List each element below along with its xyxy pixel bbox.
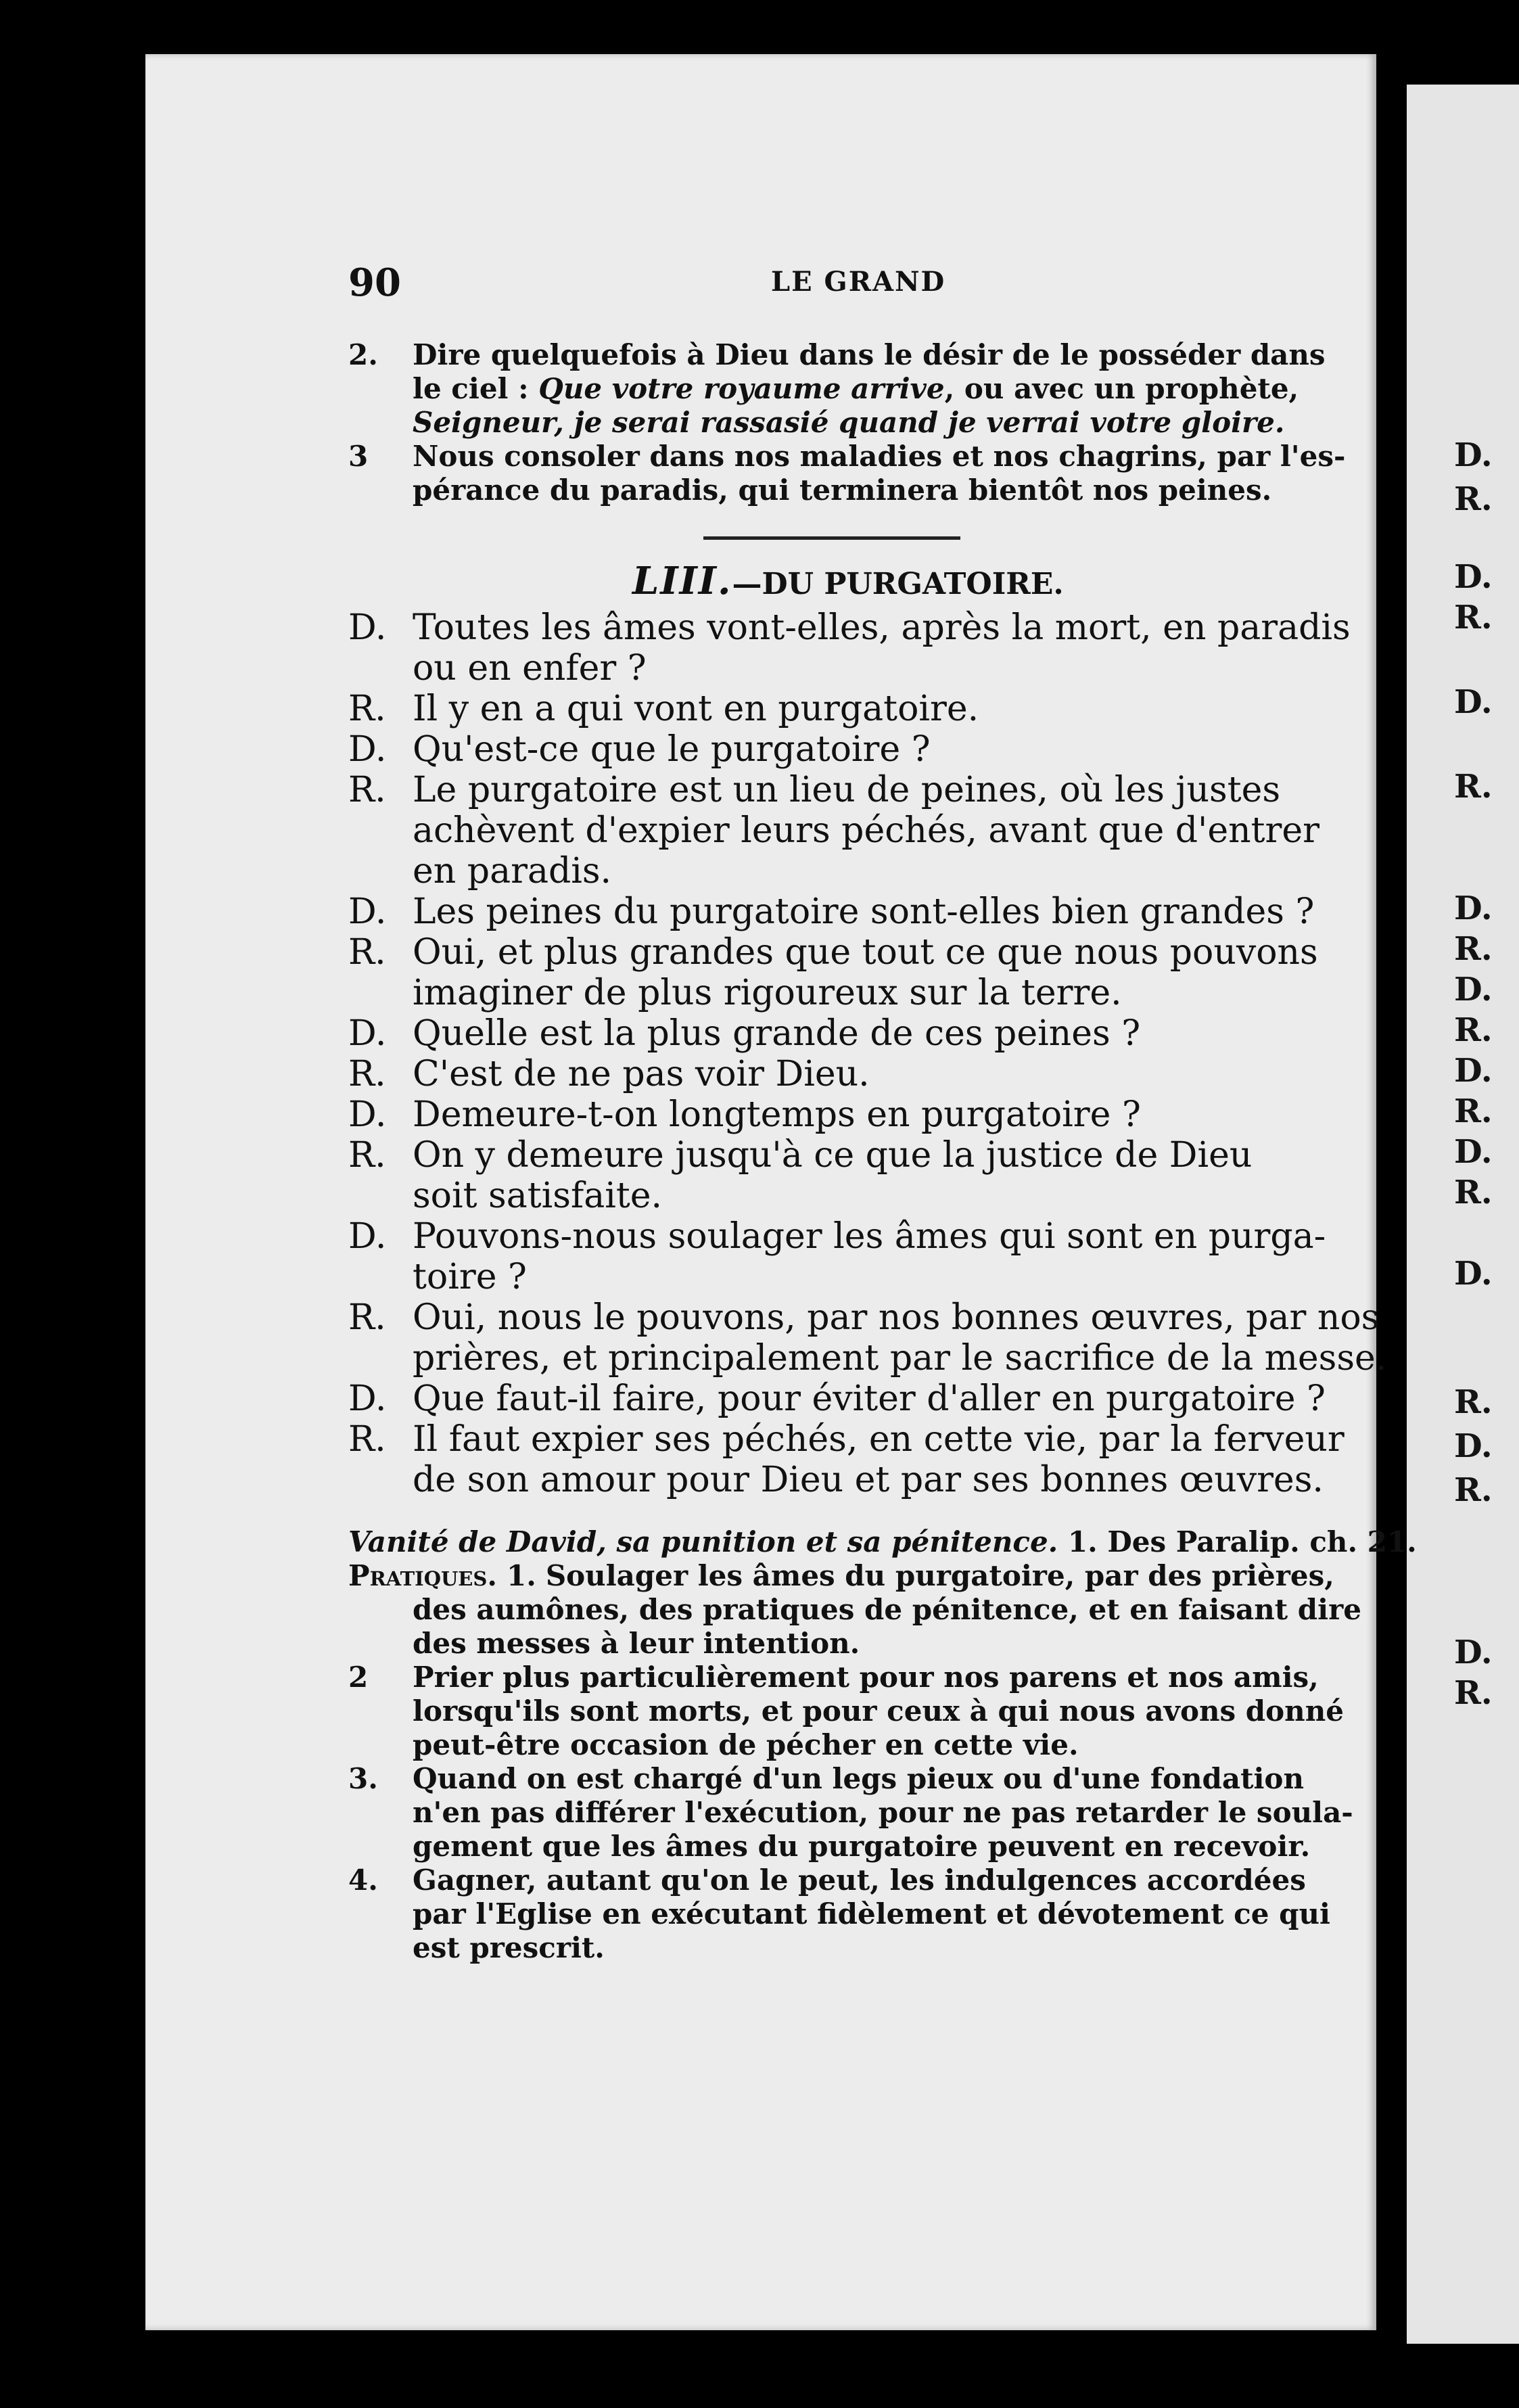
question-label: D. xyxy=(348,607,387,648)
practice-text: Soulager les âmes du purgatoire, par des prières, xyxy=(545,1559,1334,1592)
question-line xyxy=(348,892,1315,932)
answer-line xyxy=(348,770,1315,810)
qa-text: Qu'est-ce que le purgatoire ? xyxy=(413,729,931,770)
qa-text: prières, et principalement par le sacrifice de la messe. xyxy=(413,1338,1387,1379)
qa-text: Oui, nous le pouvons, par nos bonnes œuvres, par nos xyxy=(413,1297,1380,1338)
answer-label: R. xyxy=(348,689,386,729)
practices-heading: Pratiques. xyxy=(348,1559,497,1592)
practice-line xyxy=(348,1661,1319,1694)
facing-letter: R. xyxy=(1454,930,1493,968)
practice-number: 3 xyxy=(348,440,369,473)
practice-text: Quand on est chargé d'un legs pieux ou d'une fondation xyxy=(413,1762,1304,1795)
facing-letter: R. xyxy=(1454,768,1493,806)
qa-text: Toutes les âmes vont-elles, après la mort, en paradis xyxy=(413,607,1351,648)
section-number: LIII. xyxy=(632,559,732,603)
answer-line xyxy=(348,1135,1315,1176)
question-line xyxy=(348,1094,1315,1135)
answer-label: R. xyxy=(348,1297,386,1338)
practice-text: est prescrit. xyxy=(413,1931,605,1964)
practice-number: 2 xyxy=(348,1661,369,1694)
question-label: D. xyxy=(348,1379,387,1419)
practice-number: 2. xyxy=(348,338,378,371)
practice-text: n'en pas différer l'exécution, pour ne pas retarder le soula- xyxy=(413,1796,1353,1829)
question-line xyxy=(348,1257,1315,1297)
answer-line xyxy=(348,1176,1315,1216)
practice-line xyxy=(348,338,1326,372)
question-label: D. xyxy=(348,1013,387,1054)
practice-line xyxy=(348,1830,1315,1863)
question-label: D. xyxy=(348,1094,387,1135)
answer-line xyxy=(348,1419,1345,1460)
previous-practices xyxy=(348,338,1346,507)
qa-text: Oui, et plus grandes que tout ce que nous pouvons xyxy=(413,932,1318,973)
question-line xyxy=(348,1216,1326,1257)
facing-letter: R. xyxy=(1454,1174,1493,1211)
qa-text: On y demeure jusqu'à ce que la justice de Dieu xyxy=(413,1135,1253,1176)
reference-italic: Vanité de David, sa punition et sa pénitence. xyxy=(348,1525,1058,1558)
practice-line xyxy=(348,1863,1315,1897)
practice-text: pérance du paradis, qui terminera bientôt nos peines. xyxy=(413,473,1272,507)
answer-line xyxy=(348,1460,1324,1500)
answer-label: R. xyxy=(348,1135,386,1176)
answer-line xyxy=(348,973,1315,1013)
facing-letter: R. xyxy=(1454,1011,1493,1049)
facing-letter: R. xyxy=(1454,1674,1493,1712)
practice-text: des aumônes, des pratiques de pénitence, et en faisant dire xyxy=(413,1593,1361,1626)
facing-letter: R. xyxy=(1454,599,1493,636)
practice-text: Prier plus particulièrement pour nos parens et nos amis, xyxy=(413,1661,1319,1694)
facing-letter: D. xyxy=(1454,1634,1493,1671)
practice-line xyxy=(348,1931,1315,1965)
qa-text: Que faut-il faire, pour éviter d'aller en purgatoire ? xyxy=(413,1379,1326,1419)
practice-line xyxy=(348,1627,1315,1661)
question-line xyxy=(348,648,1315,689)
practice-line xyxy=(348,1559,1334,1593)
qa-text: Pouvons-nous soulager les âmes qui sont en purga- xyxy=(413,1216,1326,1257)
facing-letter: D. xyxy=(1454,436,1493,474)
practice-quote: Que votre royaume arrive xyxy=(538,372,945,405)
answer-label: R. xyxy=(348,932,386,973)
practice-line xyxy=(348,1897,1330,1931)
practices-section xyxy=(348,1525,1417,1965)
running-title: LE GRAND xyxy=(771,266,946,298)
practice-text: Nous consoler dans nos maladies et nos chagrins, par l'es- xyxy=(413,440,1346,473)
facing-letter: R. xyxy=(1454,1092,1493,1130)
qa-text: achèvent d'expier leurs péchés, avant que d'entrer xyxy=(413,810,1319,851)
qa-text: C'est de ne pas voir Dieu. xyxy=(413,1054,870,1094)
page-header xyxy=(348,260,1309,305)
practice-number: 1. xyxy=(506,1559,536,1592)
practice-number: 3. xyxy=(348,1762,378,1795)
page-number: 90 xyxy=(348,260,401,305)
practice-line xyxy=(348,372,1315,406)
answer-label: R. xyxy=(348,1054,386,1094)
question-label: D. xyxy=(348,1216,387,1257)
qa-text: en paradis. xyxy=(413,851,612,892)
qa-text: Il y en a qui vont en purgatoire. xyxy=(413,689,979,729)
qa-text: Les peines du purgatoire sont-elles bien grandes ? xyxy=(413,892,1315,932)
qa-text: Quelle est la plus grande de ces peines ? xyxy=(413,1013,1141,1054)
section-heading xyxy=(632,559,1064,603)
question-line xyxy=(348,607,1351,648)
answer-line xyxy=(348,932,1318,973)
qa-text: toire ? xyxy=(413,1257,527,1297)
question-label: D. xyxy=(348,892,387,932)
answer-label: R. xyxy=(348,770,386,810)
facing-page-edge xyxy=(1407,85,1519,2344)
facing-letter: D. xyxy=(1454,1052,1493,1090)
practice-number: 4. xyxy=(348,1863,378,1897)
qa-text: soit satisfaite. xyxy=(413,1176,663,1216)
practice-line xyxy=(348,1796,1353,1830)
practice-text: des messes à leur intention. xyxy=(413,1627,860,1660)
qa-text: de son amour pour Dieu et par ses bonnes œuvres. xyxy=(413,1460,1324,1500)
practice-text: lorsqu'ils sont morts, et pour ceux à qui nous avons donné xyxy=(413,1694,1344,1728)
qa-text: Demeure-t-on longtemps en purgatoire ? xyxy=(413,1094,1141,1135)
practice-text: le ciel : xyxy=(413,372,539,405)
facing-letter: D. xyxy=(1454,558,1493,596)
qa-text: Il faut expier ses péchés, en cette vie, par la ferveur xyxy=(413,1419,1345,1460)
reference-plain: 1. Des Paralip. ch. 21. xyxy=(1058,1525,1417,1558)
answer-line xyxy=(348,689,1315,729)
answer-line xyxy=(348,1297,1380,1338)
facing-letter: D. xyxy=(1454,889,1493,927)
qa-text: Le purgatoire est un lieu de peines, où les justes xyxy=(413,770,1281,810)
facing-letter: D. xyxy=(1454,683,1493,721)
question-label: D. xyxy=(348,729,387,770)
facing-letter: D. xyxy=(1454,1133,1493,1171)
section-divider xyxy=(703,536,960,540)
practice-line xyxy=(348,1593,1361,1627)
practice-line xyxy=(348,1694,1344,1728)
practice-text: Gagner, autant qu'on le peut, les indulgences accordées xyxy=(413,1863,1306,1897)
facing-letter: R. xyxy=(1454,1383,1493,1421)
qa-text: ou en enfer ? xyxy=(413,648,647,689)
question-line xyxy=(348,1379,1326,1419)
facing-letter: R. xyxy=(1454,480,1493,518)
facing-letter: R. xyxy=(1454,1471,1493,1509)
answer-line xyxy=(348,810,1319,851)
answer-line xyxy=(348,1054,1315,1094)
practice-line xyxy=(348,1762,1315,1796)
question-line xyxy=(348,1013,1315,1054)
practice-text: , ou avec un prophète, xyxy=(944,372,1299,405)
facing-letter: D. xyxy=(1454,1427,1493,1465)
facing-letter: D. xyxy=(1454,971,1493,1009)
bible-reference xyxy=(348,1525,1417,1559)
answer-line xyxy=(348,851,1315,892)
practice-text: par l'Eglise en exécutant fidèlement et dévotement ce qui xyxy=(413,1897,1330,1930)
practice-text: gement que les âmes du purgatoire peuvent en recevoir. xyxy=(413,1830,1311,1863)
section-title-text: —DU PURGATOIRE. xyxy=(732,567,1064,601)
practice-text: Dire quelquefois à Dieu dans le désir de le posséder dans xyxy=(413,338,1326,371)
practice-quote: Seigneur, je serai rassasié quand je verrai votre gloire. xyxy=(413,406,1285,439)
facing-letter: D. xyxy=(1454,1255,1493,1293)
qa-text: imaginer de plus rigoureux sur la terre. xyxy=(413,973,1122,1013)
practice-line xyxy=(348,1728,1315,1762)
catechism-qa xyxy=(348,607,1387,1500)
practice-text: peut-être occasion de pécher en cette vie. xyxy=(413,1728,1079,1761)
answer-label: R. xyxy=(348,1419,386,1460)
answer-line xyxy=(348,1338,1387,1379)
practice-line xyxy=(348,440,1346,473)
question-line xyxy=(348,729,1315,770)
